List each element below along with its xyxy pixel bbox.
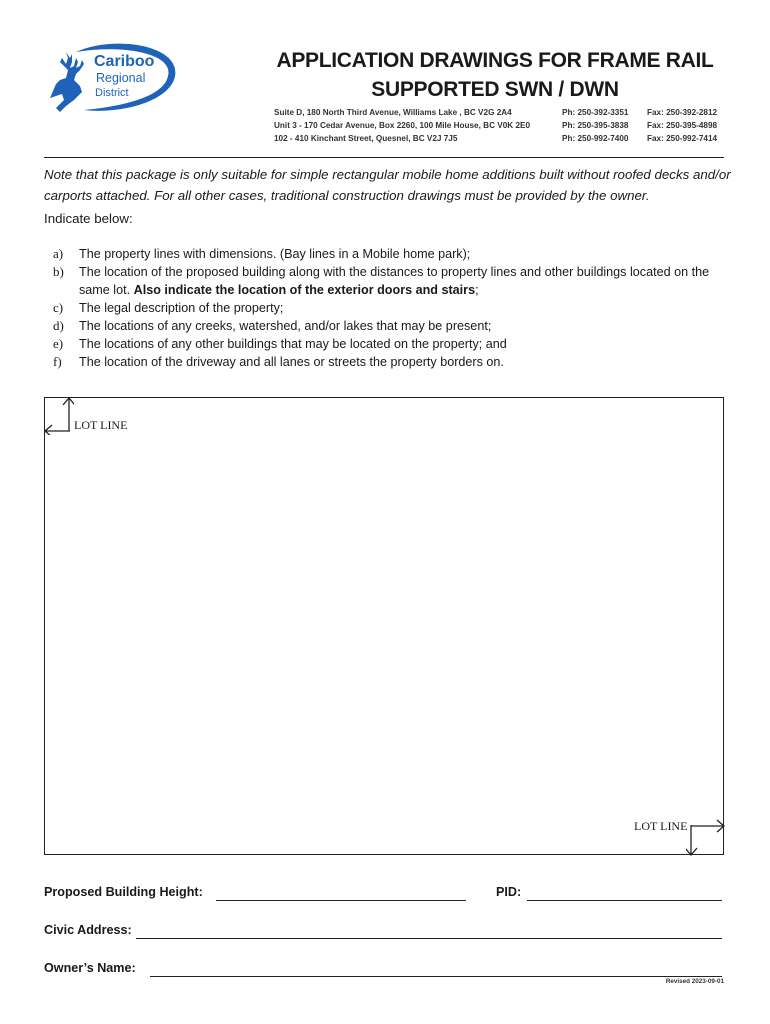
office-phone: Ph: 250-392-3351	[562, 108, 629, 117]
office-address: 102 - 410 Kinchant Street, Quesnel, BC V2J 7J5	[274, 134, 458, 143]
page-title	[250, 46, 740, 104]
list-letter: a)	[53, 246, 64, 261]
office-fax: Fax: 250-992-7414	[647, 134, 718, 143]
list-text: The property lines with dimensions. (Bay lines in a Mobile home park);	[79, 247, 471, 261]
office-phone: Ph: 250-992-7400	[562, 134, 629, 143]
list-text-part: ;	[475, 283, 479, 297]
list-text: The location of the driveway and all lanes or streets the property borders on.	[79, 355, 504, 369]
revision-date: Revised 2023-09-01	[665, 978, 724, 985]
header-divider	[44, 157, 724, 158]
office-address: Suite D, 180 North Third Avenue, Williams Lake , BC V2G 2A4	[274, 108, 512, 117]
building-height-label: Proposed Building Height:	[44, 885, 203, 899]
logo-line-2: Regional	[96, 71, 146, 85]
office-phone: Ph: 250-395-3838	[562, 121, 629, 130]
list-letter: e)	[53, 336, 64, 351]
logo-line-3: District	[95, 87, 129, 99]
title-line-1: APPLICATION DRAWINGS FOR FRAME RAIL	[276, 49, 714, 72]
owner-name-label: Owner’s Name:	[44, 961, 136, 975]
logo-line-1: Cariboo	[94, 53, 155, 70]
list-letter: c)	[53, 300, 64, 315]
civic-address-input[interactable]	[136, 938, 722, 939]
list-text-part: The location of the proposed building along with the distances to property lines and other buildings located on the same lot.	[79, 265, 710, 297]
drawing-area[interactable]	[44, 397, 724, 855]
cariboo-regional-district-logo	[46, 40, 182, 116]
civic-address-label: Civic Address:	[44, 923, 132, 937]
lot-line-arrow-top-icon	[44, 395, 74, 435]
office-fax: Fax: 250-395-4898	[647, 121, 718, 130]
list-text: The locations of any other buildings that may be located on the property; and	[79, 337, 507, 351]
list-letter: d)	[53, 318, 64, 333]
office-fax: Fax: 250-392-2812	[647, 108, 718, 117]
list-text: The locations of any creeks, watershed, and/or lakes that may be present;	[79, 319, 492, 333]
lot-line-label-bottom: LOT LINE	[634, 819, 688, 833]
office-address: Unit 3 - 170 Cedar Avenue, Box 2260, 100 Mile House, BC V0K 2E0	[274, 121, 531, 130]
pid-input[interactable]	[527, 900, 722, 901]
indicate-label: Indicate below:	[44, 211, 133, 226]
title-line-2: SUPPORTED SWN / DWN	[371, 78, 619, 101]
lot-line-arrow-bottom-icon	[686, 818, 726, 858]
building-height-input[interactable]	[216, 900, 466, 901]
pid-label: PID:	[496, 885, 522, 899]
owner-name-input[interactable]	[150, 976, 722, 977]
list-letter: f)	[53, 354, 62, 369]
list-text-bold: Also indicate the location of the exterior doors and stairs	[133, 283, 476, 297]
list-text	[79, 263, 739, 299]
lot-line-label-top: LOT LINE	[74, 418, 128, 432]
package-note: Note that this package is only suitable for simple rectangular mobile home additions built without roofed decks and/or carports attached. For all other cases, traditional construction drawings must be provided by the owner.	[44, 167, 731, 203]
list-letter: b)	[53, 264, 64, 279]
list-text: The legal description of the property;	[79, 301, 284, 315]
caribou-icon	[50, 52, 84, 112]
